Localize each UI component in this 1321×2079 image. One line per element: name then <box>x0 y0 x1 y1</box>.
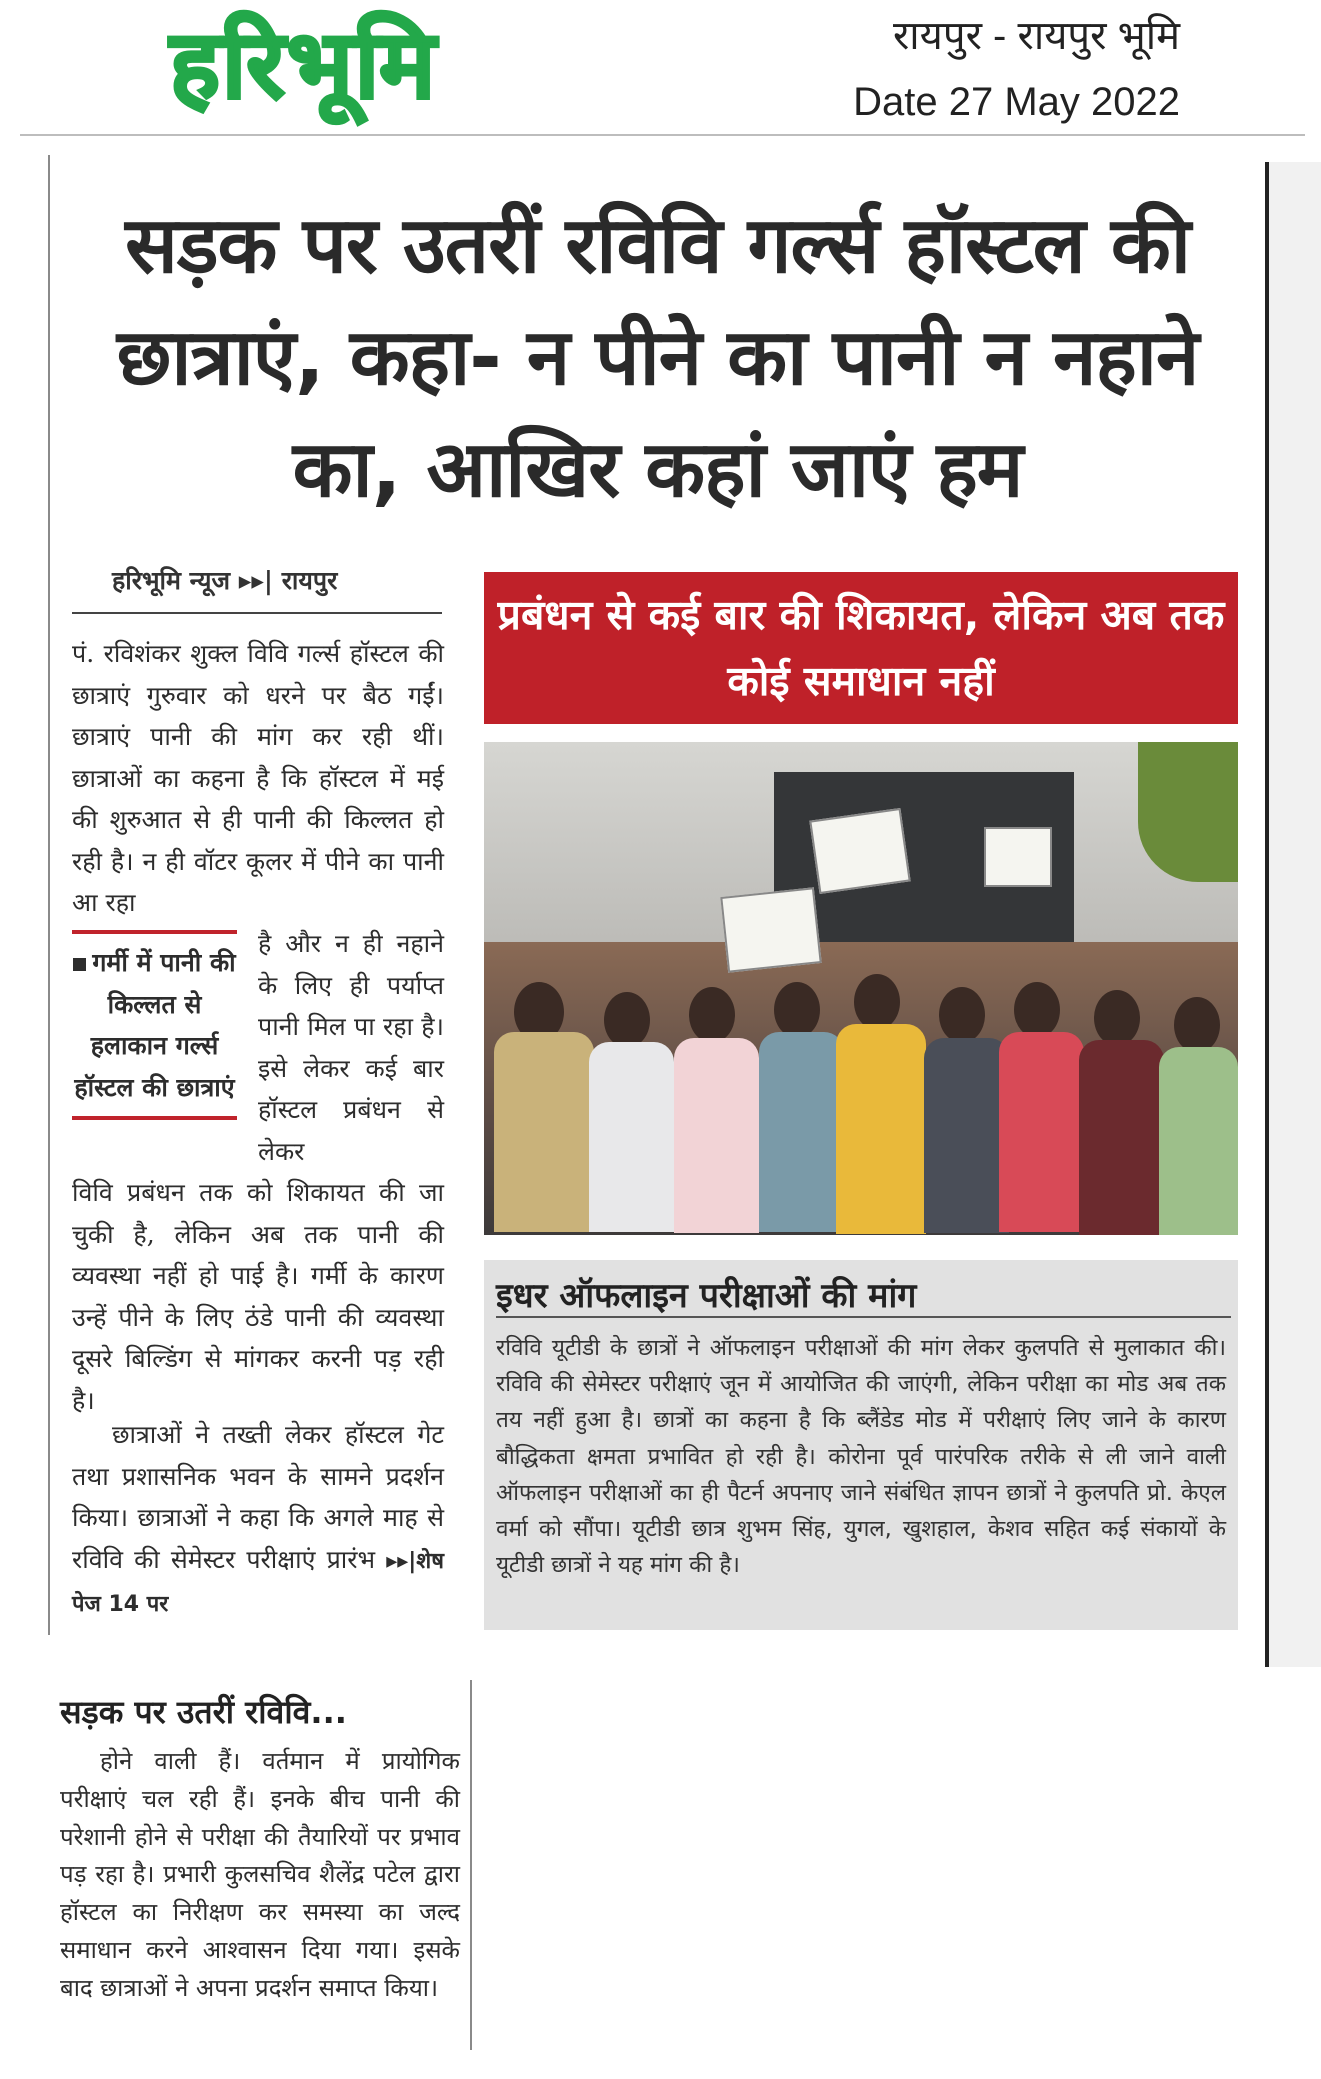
photo-person <box>1094 990 1140 1046</box>
date-label: Date 27 May 2022 <box>853 80 1180 124</box>
sidebar-text: रविवि यूटीडी के छात्रों ने ऑफलाइन परीक्षाओं की मांग लेकर कुलपति से मुलाकात की। रविवि की सेमेस्टर परीक्षाएं जून में आयोजित की जाएंगी, लेकिन परीक्षा का मोड अब तक तय नहीं हुआ है। छात्रों का कहना है कि ब्लैंडेड मोड में परीक्षाएं लिए जाने के कारण बौद्धिकता क्षमता प्रभावित हो रही है। कोरोना पूर्व पारंपरिक तरीके से ली जाने वाली ऑफलाइन परीक्षाओं का ही पैटर्न अपनाए जाने संबंधित ज्ञापन छात्रों ने कुलपति प्रो. केएल वर्मा को सौंपा। यूटीडी छात्र शुभम सिंह, युगल, खुशहाल, केशव सहित कई संकायों के यूटीडी छात्रों ने यह मांग की है। <box>496 1335 1226 1579</box>
photo-person <box>589 1042 674 1232</box>
photo-person <box>1174 997 1220 1053</box>
column-rule-left <box>48 155 50 1635</box>
photo-person <box>939 987 985 1043</box>
photo-person <box>1079 1040 1164 1235</box>
photo-person <box>1014 982 1060 1038</box>
masthead-divider <box>20 134 1305 136</box>
photo-person <box>674 1038 759 1233</box>
photo-person <box>1159 1047 1238 1235</box>
adjacent-column <box>1269 162 1321 1667</box>
article-paragraph-1: पं. रविशंकर शुक्ल विवि गर्ल्स हॉस्टल की छात्राएं गुरुवार को धरने पर बैठ गईं। छात्राएं पानी की मांग कर रही थीं। छात्राओं का कहना है कि हॉस्टल में मई की शुरुआत से ही पानी की किल्लत हो रही है। न ही वॉटर कूलर में पीने का पानी आ रहा <box>72 639 444 917</box>
photo-person <box>999 1032 1084 1232</box>
article-headline: सड़क पर उतरीं रविवि गर्ल्स हॉस्टल की छात्राएं, कहा- न पीने का पानी न नहाने का, आखिर कहां जाएं हम <box>116 201 1199 515</box>
photo-person <box>854 974 900 1030</box>
continuation-title: सड़क पर उतरीं रविवि... <box>60 1693 347 1731</box>
sidebar-title-rule <box>496 1316 1231 1318</box>
pull-quote-rule-bottom <box>72 1116 237 1120</box>
article-paragraph-1-wrap: है और न ही नहाने के लिए ही पर्याप्त पानी मिल पा रहा है। इसे लेकर कई बार हॉस्टल प्रबंधन से लेकर <box>258 929 444 1166</box>
article-paragraph-2 <box>72 1414 444 1626</box>
pull-quote-text-wrap <box>72 934 237 1116</box>
subhead-text: प्रबंधन से कई बार की शिकायत, लेकिन अब तक कोई समाधान नहीं <box>497 591 1225 705</box>
photo-person <box>759 1032 844 1232</box>
subhead-box <box>484 572 1238 724</box>
byline-rule <box>72 612 442 614</box>
photo-person <box>604 992 650 1048</box>
edition-label: रायपुर - रायपुर भूमि <box>892 14 1180 58</box>
photo-person <box>836 1024 926 1234</box>
photo-person <box>924 1038 1009 1233</box>
continuation-text: होने वाली हैं। वर्तमान में प्रायोगिक परीक्षाएं चल रही हैं। इनके बीच पानी की परेशानी होने से परीक्षा की तैयारियों पर प्रभाव पड़ रहा है। प्रभारी कुलसचिव शैलेंद्र पटेल द्वारा हॉस्टल का निरीक्षण कर समस्या का जल्द समाधान करने आश्वासन दिया गया। इसके बाद छात्राओं ने अपना प्रदर्शन समाप्त किया। <box>60 1747 460 2002</box>
photo-person <box>689 987 735 1043</box>
article-paragraph-1-cont: विवि प्रबंधन तक को शिकायत की जा चुकी है, लेकिन अब तक पानी की व्यवस्था नहीं हो पाई है। गर्मी के कारण उन्हें पीने के लिए ठंडे पानी की व्यवस्था दूसरे बिल्डिंग से मांगकर करनी पड़ रही है। <box>72 1178 444 1415</box>
continued-label: ▸▸|शेष पेज 14 पर <box>72 1548 444 1617</box>
bullet-square-icon <box>73 958 86 971</box>
pull-quote <box>72 930 237 1120</box>
photo-person <box>774 982 820 1038</box>
article-byline: हरिभूमि न्यूज ▸▸| रायपुर <box>112 566 338 595</box>
protest-photo <box>484 742 1238 1235</box>
protest-sign-1 <box>809 808 910 894</box>
sidebar-title: इधर ऑफलाइन परीक्षाओं की मांग <box>496 1276 917 1316</box>
photo-person <box>494 1032 594 1232</box>
article-paragraph-2-text: छात्राओं ने तख्ती लेकर हॉस्टल गेट तथा प्रशासनिक भवन के सामने प्रदर्शन किया। छात्राओं ने कहा कि अगले माह से रविवि की सेमेस्टर परीक्षाएं प्रारंभ <box>72 1420 444 1574</box>
continuation-rule <box>470 1680 472 2050</box>
pull-quote-text: गर्मी में पानी की किल्लत से हलाकान गर्ल्स हॉस्टल की छात्राएं <box>74 948 236 1102</box>
protest-sign-2 <box>984 827 1052 887</box>
protest-sign-3 <box>720 887 821 972</box>
newspaper-logo: हरिभूमि <box>170 11 438 120</box>
photo-tree <box>1138 742 1238 882</box>
